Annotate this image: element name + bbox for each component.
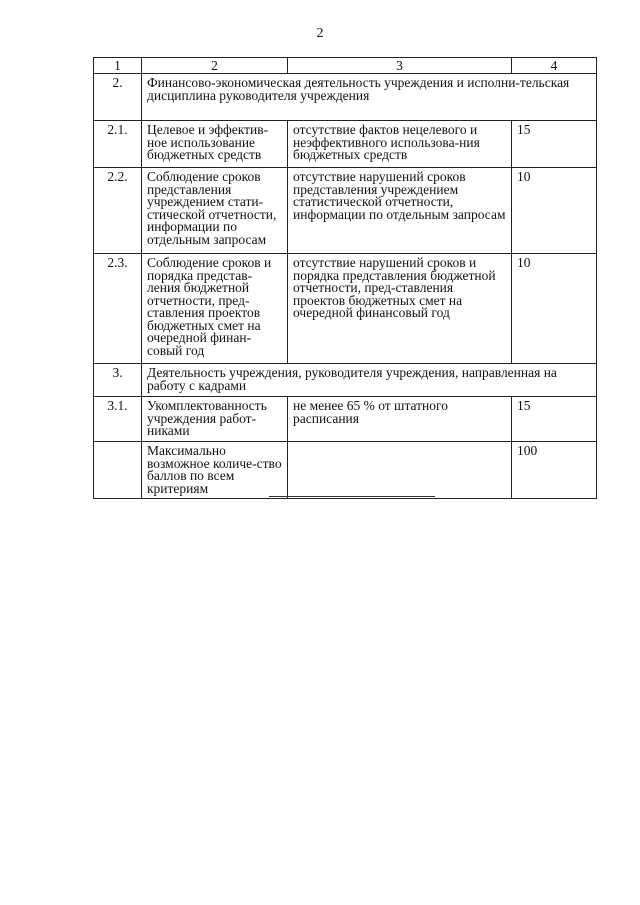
points-cell: 15 [512, 397, 597, 442]
page-number: 2 [316, 26, 324, 41]
header-cell-4: 4 [512, 58, 597, 74]
row-number: 2.2. [94, 168, 142, 254]
row-number: 2.3. [94, 254, 142, 364]
table-row [94, 397, 597, 442]
table-row [94, 121, 597, 168]
header-cell-3: 3 [288, 58, 512, 74]
section-row [94, 74, 597, 121]
end-divider [269, 496, 435, 497]
table-header-row [94, 58, 597, 74]
criterion-cell: Соблюдение сроков представления учреждением стати-стической отчетности, информации по отдельным запросам [142, 168, 288, 254]
total-criterion: Максимально возможное количе-ство баллов по всем критериям [142, 442, 288, 499]
points-cell: 15 [512, 121, 597, 168]
table-row [94, 168, 597, 254]
total-row [94, 442, 597, 499]
section-title: Деятельность учреждения, руководителя учреждения, направленная на работу с кадрами [142, 364, 597, 397]
criterion-cell: Соблюдение сроков и порядка представ-ления бюджетной отчетности, пред-ставления проектов бюджетных смет на очередной финан-совый год [142, 254, 288, 364]
total-number [94, 442, 142, 499]
points-cell: 10 [512, 254, 597, 364]
criteria-table [93, 57, 597, 499]
indicator-cell: не менее 65 % от штатного расписания [288, 397, 512, 442]
indicator-cell: отсутствие фактов нецелевого и неэффективного использова-ния бюджетных средств [288, 121, 512, 168]
criterion-cell: Целевое и эффектив-ное использование бюджетных средств [142, 121, 288, 168]
section-number: 3. [94, 364, 142, 397]
indicator-cell: отсутствие нарушений сроков представления учреждением статистической отчетности, информации по отдельным запросам [288, 168, 512, 254]
total-indicator [288, 442, 512, 499]
indicator-cell: отсутствие нарушений сроков и порядка представления бюджетной отчетности, пред-ставления проектов бюджетных смет на очередной финансовый год [288, 254, 512, 364]
row-number: 3.1. [94, 397, 142, 442]
points-cell: 10 [512, 168, 597, 254]
section-row [94, 364, 597, 397]
table-row [94, 254, 597, 364]
criterion-cell: Укомплектованность учреждения работ-никами [142, 397, 288, 442]
header-cell-2: 2 [142, 58, 288, 74]
section-number: 2. [94, 74, 142, 121]
section-title: Финансово-экономическая деятельность учреждения и исполни-тельская дисциплина руководителя учреждения [142, 74, 597, 121]
header-cell-1: 1 [94, 58, 142, 74]
total-points: 100 [512, 442, 597, 499]
row-number: 2.1. [94, 121, 142, 168]
